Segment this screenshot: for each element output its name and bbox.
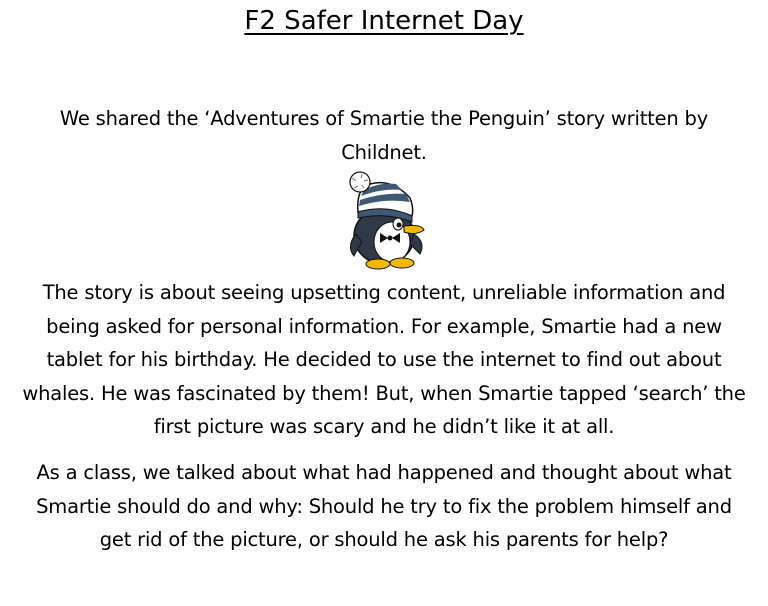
penguin-illustration [340, 168, 430, 272]
page-title: F2 Safer Internet Day [244, 6, 524, 36]
penguin-icon [340, 168, 430, 272]
paragraph-intro: We shared the ‘Adventures of Smartie the Penguin’ story written by Childnet. [59, 107, 709, 164]
paragraph-discussion: As a class, we talked about what had happened and thought about what Smartie should do and why: Should he try to fix the problem himself and get rid of the picture, or should he ask his parents for help? [36, 461, 732, 551]
paragraph-story: The story is about seeing upsetting content, unreliable information and being asked for personal information. For example, Smartie had a new tablet for his birthday. He decided to use the internet to find out about whales. He was fascinated by them! But, when Smartie tapped ‘search’ the first picture was scary and he didn’t like it at all. [22, 281, 746, 438]
